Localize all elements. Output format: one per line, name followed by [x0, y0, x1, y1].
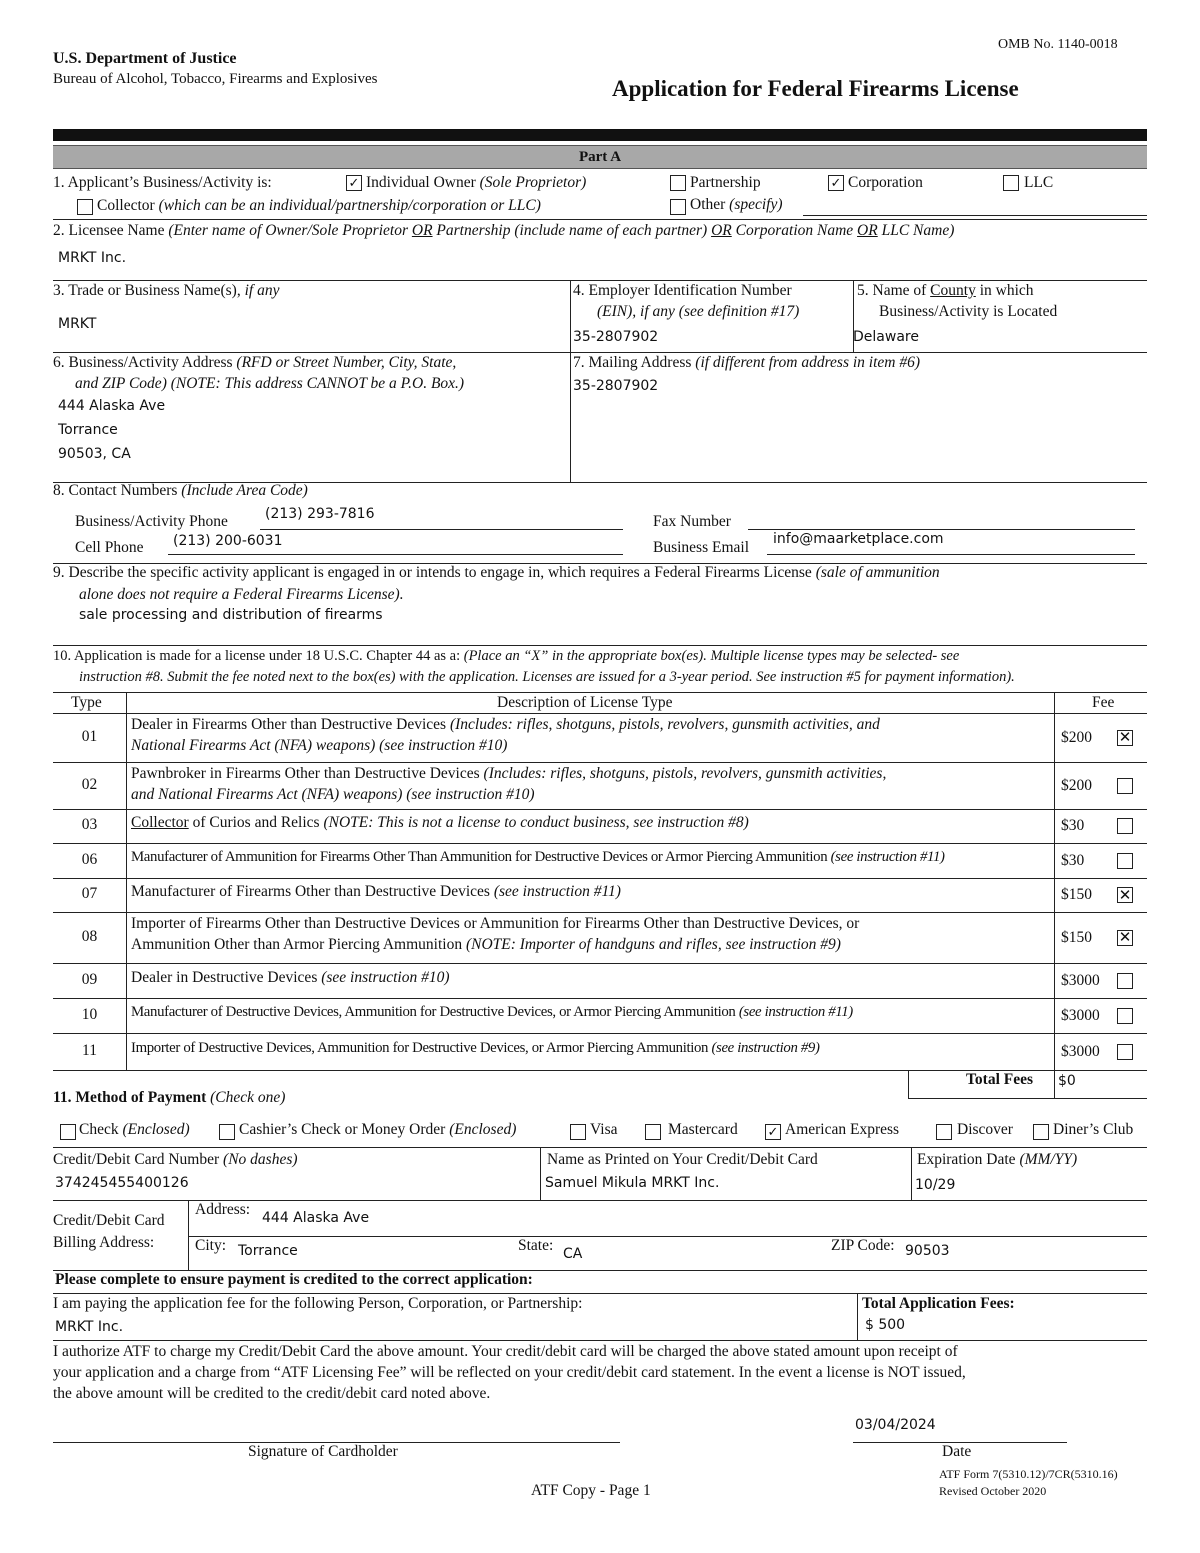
license-type-checkbox[interactable] [1117, 973, 1133, 989]
partnership-checkbox[interactable] [670, 175, 686, 191]
q4-note: (EIN), if any (see definition #17) [597, 303, 800, 320]
visa-label: Visa [590, 1121, 618, 1138]
license-description: Dealer in Firearms Other than Destructive Devices (Includes: rifles, shotguns, pistols, revolvers, gunsmith activities, and [131, 716, 880, 733]
total-application-fees-value[interactable]: $ 500 [865, 1317, 906, 1333]
diners-club-label: Diner’s Club [1053, 1121, 1134, 1138]
page-title: Application for Federal Firearms License [612, 76, 1019, 101]
email-label: Business Email [653, 539, 750, 556]
mailing-address-value[interactable]: 35-2807902 [573, 378, 659, 394]
header-rule [53, 129, 1147, 141]
authorization-line-1: I authorize ATF to charge my Credit/Debit Card the above amount. Your credit/debit card will be charged the above stated amount upon receipt of [53, 1343, 958, 1360]
ein-value[interactable]: 35-2807902 [573, 329, 659, 345]
card-number-value[interactable]: 374245455400126 [55, 1175, 189, 1191]
license-type-checkbox[interactable]: ✕ [1118, 885, 1132, 904]
license-fee: $150 [1061, 886, 1092, 903]
cell-phone-label: Cell Phone [75, 539, 144, 556]
license-fee: $150 [1061, 928, 1092, 946]
license-type-code: 09 [81, 970, 98, 988]
license-type-code: 08 [81, 927, 98, 945]
billing-address-label: Address: [195, 1201, 251, 1218]
date-label: Date [942, 1443, 972, 1460]
total-application-fees-label: Total Application Fees: [862, 1295, 1015, 1312]
license-type-code: 10 [81, 1005, 98, 1023]
license-type-code: 06 [81, 850, 98, 868]
payment-credit-instruction: Please complete to ensure payment is credited to the correct application: [55, 1271, 533, 1288]
bureau-name: Bureau of Alcohol, Tobacco, Firearms and Explosives [53, 71, 378, 87]
authorization-line-2: your application and a charge from “ATF Licensing Fee” will be reflected on your credit/debit card statement. In the event a license is NOT issued, [53, 1364, 966, 1381]
q6-label: 6. Business/Activity Address (RFD or Street Number, City, State, [53, 354, 457, 371]
trade-name-value[interactable]: MRKT [58, 316, 97, 332]
business-address-line3[interactable]: 90503, CA [58, 446, 131, 462]
billing-city-value[interactable]: Torrance [238, 1243, 298, 1259]
paying-for-value[interactable]: MRKT Inc. [55, 1319, 124, 1335]
other-checkbox[interactable] [670, 199, 686, 215]
q10-label: 10. Application is made for a license under 18 U.S.C. Chapter 44 as a: (Place an “X” in the appropriate box(es). Multiple license types may be selected- see [53, 648, 960, 664]
individual-owner-checkbox[interactable]: ✓ [346, 175, 362, 191]
billing-state-label: State: [518, 1237, 554, 1254]
cell-phone-value[interactable]: (213) 200-6031 [173, 533, 283, 549]
fax-label: Fax Number [653, 513, 731, 530]
license-row-01 [53, 713, 1147, 762]
form-number: ATF Form 7(5310.12)/7CR(5310.16) [939, 1467, 1118, 1481]
license-description: Importer of Firearms Other than Destructive Devices or Ammunition for Firearms Other than Destructive Devices, or [131, 915, 860, 932]
licensee-name-value[interactable]: MRKT Inc. [58, 250, 127, 266]
part-a-banner [53, 145, 1147, 169]
license-type-code: 07 [81, 885, 98, 902]
license-type-checkbox[interactable] [1117, 1008, 1133, 1024]
total-fees-label: Total Fees [966, 1071, 1034, 1088]
license-description-line2: and National Firearms Act (NFA) weapons) (see instruction #10) [131, 786, 535, 803]
card-name-label: Name as Printed on Your Credit/Debit Card [547, 1151, 818, 1168]
activity-description-value[interactable]: sale processing and distribution of firearms [79, 607, 383, 623]
q10-note: instruction #8. Submit the fee noted next to the box(es) with the application. Licenses are issued for a 3-year period. See instruction #5 for payment information). [79, 669, 1015, 685]
check-payment-label: Check (Enclosed) [79, 1121, 190, 1138]
mastercard-checkbox[interactable] [645, 1124, 661, 1140]
license-description: Pawnbroker in Firearms Other than Destructive Devices (Includes: rifles, shotguns, pistols, revolvers, gunsmith activities, [131, 765, 887, 782]
part-a-label: Part A [578, 149, 622, 165]
individual-owner-label: Individual Owner (Sole Proprietor) [366, 174, 587, 191]
fee-col-header: Fee [1092, 694, 1115, 711]
license-description-line2: Ammunition Other than Armor Piercing Ammunition (NOTE: Importer of handguns and rifles, see instruction #9) [131, 936, 841, 953]
license-row-03 [53, 809, 1147, 843]
billing-label-2: Billing Address: [53, 1234, 155, 1251]
partnership-label: Partnership [690, 174, 761, 191]
discover-label: Discover [957, 1121, 1013, 1138]
cashier-check-label: Cashier’s Check or Money Order (Enclosed) [239, 1121, 517, 1138]
billing-address-value[interactable]: 444 Alaska Ave [262, 1210, 370, 1226]
authorization-line-3: the above amount will be credited to the credit/debit card noted above. [53, 1385, 491, 1402]
county-value[interactable]: Delaware [853, 329, 919, 345]
business-address-line2[interactable]: Torrance [58, 422, 118, 438]
q1-label: 1. Applicant’s Business/Activity is: [53, 174, 272, 191]
license-description: Importer of Destructive Devices, Ammunition for Destructive Devices, or Armor Piercing Ammunition (see instruction #9) [131, 1039, 820, 1056]
billing-state-value[interactable]: CA [563, 1246, 583, 1262]
license-fee: $30 [1061, 851, 1085, 869]
q5-label: 5. Name of County in which [857, 282, 1034, 299]
license-row-06 [53, 843, 1147, 878]
paying-for-label: I am paying the application fee for the following Person, Corporation, or Partnership: [53, 1295, 583, 1312]
license-row-08 [53, 912, 1147, 963]
license-type-table [53, 692, 1147, 1070]
license-fee: $3000 [1061, 1042, 1100, 1060]
business-address-line1[interactable]: 444 Alaska Ave [58, 398, 166, 414]
q7-label: 7. Mailing Address (if different from address in item #6) [573, 354, 921, 371]
license-fee: $200 [1061, 776, 1092, 794]
revised-date: Revised October 2020 [939, 1484, 1047, 1498]
signature-label: Signature of Cardholder [248, 1443, 398, 1460]
card-number-label: Credit/Debit Card Number (No dashes) [53, 1151, 298, 1168]
q11-label: 11. Method of Payment (Check one) [53, 1089, 286, 1106]
type-col-header: Type [71, 694, 102, 711]
license-description: Manufacturer of Firearms Other than Destructive Devices (see instruction #11) [131, 883, 621, 900]
license-type-checkbox[interactable]: ✕ [1118, 728, 1132, 746]
corporation-label: Corporation [848, 174, 923, 191]
q5-label-2: Business/Activity is Located [879, 303, 1058, 320]
license-type-checkbox[interactable] [1117, 1044, 1133, 1060]
license-fee: $3000 [1061, 1006, 1100, 1024]
check-payment-checkbox[interactable] [60, 1124, 76, 1140]
q4-label: 4. Employer Identification Number [573, 282, 792, 299]
license-type-code: 01 [81, 727, 98, 745]
license-row-02 [53, 762, 1147, 809]
license-type-code: 03 [81, 816, 98, 833]
license-fee: $3000 [1061, 971, 1100, 989]
q9-label: 9. Describe the specific activity applicant is engaged in or intends to engage in, which requires a Federal Firearms License (sale of ammunition [53, 564, 940, 581]
billing-zip-label: ZIP Code: [831, 1237, 895, 1254]
department-name: U.S. Department of Justice [53, 50, 237, 67]
license-type-checkbox[interactable] [1117, 853, 1133, 869]
collector-checkbox[interactable] [77, 199, 93, 215]
business-phone-value[interactable]: (213) 293-7816 [265, 506, 375, 522]
other-specify-field[interactable] [803, 215, 1147, 216]
license-fee: $200 [1061, 728, 1092, 746]
license-description: Manufacturer of Destructive Devices, Ammunition for Destructive Devices, or Armor Piercing Ammunition (see instruction #11) [131, 1003, 853, 1020]
cashier-check-checkbox[interactable] [219, 1124, 235, 1140]
license-type-checkbox[interactable] [1117, 778, 1133, 794]
email-value[interactable]: info@maarketplace.com [773, 531, 944, 547]
llc-checkbox[interactable] [1003, 175, 1019, 191]
discover-checkbox[interactable] [936, 1124, 952, 1140]
other-label: Other (specify) [690, 196, 783, 213]
amex-label: American Express [785, 1121, 900, 1138]
license-type-checkbox[interactable]: ✕ [1118, 928, 1132, 946]
q8-label: 8. Contact Numbers (Include Area Code) [53, 482, 308, 499]
collector-label: Collector (which can be an individual/partnership/corporation or LLC) [97, 197, 541, 214]
license-description: Collector of Curios and Relics (NOTE: This is not a license to conduct business, see instruction #8) [131, 814, 749, 831]
billing-city-label: City: [195, 1237, 227, 1254]
license-description: Manufacturer of Ammunition for Firearms Other Than Ammunition for Destructive Devices or Armor Piercing Ammunition (see instruction #11) [131, 848, 945, 865]
q9-note: alone does not require a Federal Firearms License). [79, 586, 404, 603]
license-type-checkbox[interactable] [1117, 818, 1133, 834]
signature-date-value[interactable]: 03/04/2024 [855, 1417, 936, 1433]
license-fee: $30 [1061, 817, 1085, 834]
billing-label-1: Credit/Debit Card [53, 1212, 165, 1229]
description-col-header: Description of License Type [497, 694, 673, 711]
visa-checkbox[interactable] [570, 1124, 586, 1140]
mastercard-label: Mastercard [668, 1121, 738, 1138]
license-row-07 [53, 878, 1147, 912]
license-type-code: 02 [81, 775, 98, 793]
corporation-checkbox[interactable]: ✓ [828, 175, 844, 191]
diners-club-checkbox[interactable] [1033, 1124, 1049, 1140]
license-description-line2: National Firearms Act (NFA) weapons) (see instruction #10) [131, 737, 508, 754]
license-row-10 [53, 998, 1147, 1033]
expiration-label: Expiration Date (MM/YY) [917, 1151, 1078, 1168]
llc-label: LLC [1024, 174, 1054, 191]
license-description: Dealer in Destructive Devices (see instruction #10) [131, 968, 450, 986]
omb-number: OMB No. 1140-0018 [998, 37, 1118, 52]
page-footer: ATF Copy - Page 1 [531, 1482, 651, 1499]
billing-zip-value[interactable]: 90503 [905, 1243, 950, 1259]
expiration-value[interactable]: 10/29 [915, 1177, 956, 1193]
q6-note: and ZIP Code) (NOTE: This address CANNOT be a P.O. Box.) [75, 375, 465, 392]
license-row-11 [53, 1033, 1147, 1070]
total-fees-value[interactable]: $0 [1058, 1073, 1076, 1089]
license-row-09 [53, 963, 1147, 998]
business-phone-label: Business/Activity Phone [75, 513, 228, 530]
license-type-code: 11 [82, 1041, 97, 1059]
amex-checkbox[interactable]: ✓ [765, 1124, 781, 1140]
card-name-value[interactable]: Samuel Mikula MRKT Inc. [545, 1175, 720, 1191]
q2-label: 2. Licensee Name (Enter name of Owner/Sole Proprietor OR Partnership (include name of each partner) OR Corporation Name OR LLC Name) [53, 222, 955, 239]
q3-label: 3. Trade or Business Name(s), if any [53, 282, 280, 299]
